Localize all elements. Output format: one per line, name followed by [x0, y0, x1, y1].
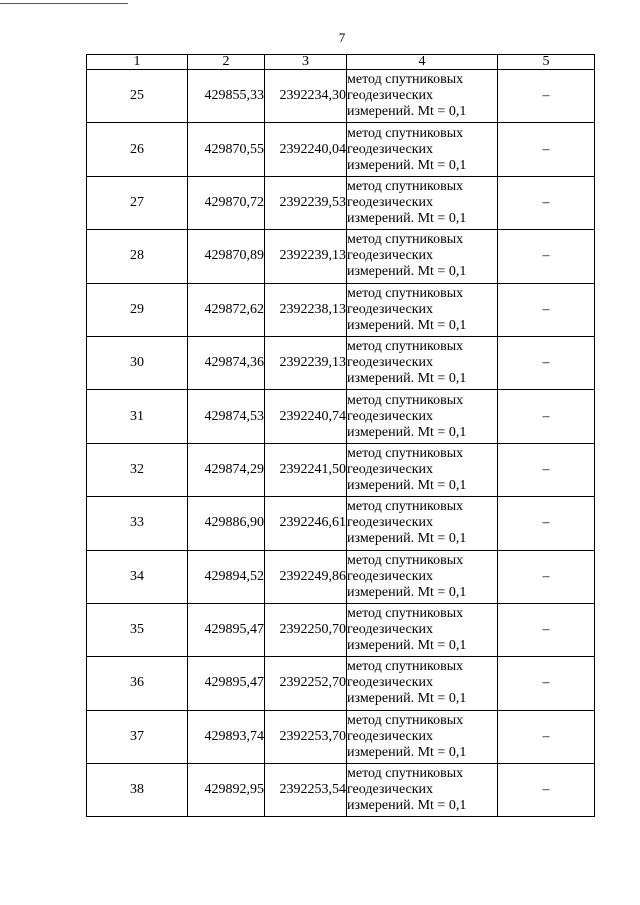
method-line: геодезических [347, 675, 434, 691]
header-col-5: 5 [498, 55, 595, 70]
method-line: геодезических [347, 301, 434, 317]
x-coordinate-cell: 429886,90 [188, 497, 265, 550]
y-coordinate-cell: 2392234,30 [265, 70, 347, 123]
method-cell [347, 176, 498, 229]
col5-cell: – [498, 710, 595, 763]
x-coordinate-cell: 429855,33 [188, 70, 265, 123]
method-line: геодезических [347, 88, 434, 104]
y-coordinate-cell: 2392240,74 [265, 390, 347, 443]
method-cell [347, 70, 498, 123]
method-line: геодезических [347, 248, 434, 264]
col5-cell: – [498, 230, 595, 283]
point-number-cell: 37 [87, 710, 188, 763]
x-coordinate-cell: 429874,36 [188, 336, 265, 389]
method-cell [347, 550, 498, 603]
point-number-cell: 29 [87, 283, 188, 336]
point-number-cell: 33 [87, 497, 188, 550]
method-cell [347, 443, 498, 496]
table-row [87, 497, 595, 550]
method-line: измерений. Mt = 0,1 [347, 584, 467, 600]
x-coordinate-cell: 429870,72 [188, 176, 265, 229]
table-body [87, 70, 595, 817]
col5-cell: – [498, 603, 595, 656]
method-cell [347, 603, 498, 656]
point-number-cell: 38 [87, 764, 188, 817]
col5-cell: – [498, 123, 595, 176]
table-row [87, 550, 595, 603]
method-line: измерений. Mt = 0,1 [347, 210, 467, 226]
point-number-cell: 32 [87, 443, 188, 496]
method-line: геодезических [347, 141, 434, 157]
method-line: измерений. Mt = 0,1 [347, 477, 467, 493]
method-line: измерений. Mt = 0,1 [347, 531, 467, 547]
method-line: измерений. Mt = 0,1 [347, 317, 467, 333]
point-number-cell: 30 [87, 336, 188, 389]
col5-cell: – [498, 550, 595, 603]
method-line: измерений. Mt = 0,1 [347, 264, 467, 280]
top-left-rule [0, 3, 128, 4]
col5-cell: – [498, 443, 595, 496]
x-coordinate-cell: 429872,62 [188, 283, 265, 336]
method-cell [347, 657, 498, 710]
method-line: метод спутниковых [347, 232, 464, 248]
header-col-4: 4 [347, 55, 498, 70]
method-line: метод спутниковых [347, 606, 464, 622]
x-coordinate-cell: 429874,53 [188, 390, 265, 443]
coordinates-table [86, 54, 595, 817]
method-line: геодезических [347, 622, 434, 638]
col5-cell: – [498, 390, 595, 443]
x-coordinate-cell: 429892,95 [188, 764, 265, 817]
y-coordinate-cell: 2392239,13 [265, 336, 347, 389]
table-row [87, 336, 595, 389]
method-line: метод спутниковых [347, 766, 464, 782]
col5-cell: – [498, 70, 595, 123]
method-line: геодезических [347, 194, 434, 210]
col5-cell: – [498, 283, 595, 336]
method-line: метод спутниковых [347, 178, 464, 194]
y-coordinate-cell: 2392246,61 [265, 497, 347, 550]
x-coordinate-cell: 429895,47 [188, 657, 265, 710]
method-line: измерений. Mt = 0,1 [347, 424, 467, 440]
x-coordinate-cell: 429870,55 [188, 123, 265, 176]
method-cell [347, 336, 498, 389]
method-line: метод спутниковых [347, 712, 464, 728]
method-line: измерений. Mt = 0,1 [347, 104, 467, 120]
table-row [87, 764, 595, 817]
point-number-cell: 26 [87, 123, 188, 176]
point-number-cell: 25 [87, 70, 188, 123]
y-coordinate-cell: 2392239,53 [265, 176, 347, 229]
method-line: измерений. Mt = 0,1 [347, 371, 467, 387]
col5-cell: – [498, 176, 595, 229]
method-cell [347, 497, 498, 550]
table-row [87, 443, 595, 496]
header-col-3: 3 [265, 55, 347, 70]
method-line: метод спутниковых [347, 72, 464, 88]
method-line: метод спутниковых [347, 392, 464, 408]
method-cell [347, 710, 498, 763]
y-coordinate-cell: 2392239,13 [265, 230, 347, 283]
method-cell [347, 230, 498, 283]
y-coordinate-cell: 2392249,86 [265, 550, 347, 603]
x-coordinate-cell: 429894,52 [188, 550, 265, 603]
page-number: 7 [338, 30, 346, 45]
table-row [87, 390, 595, 443]
y-coordinate-cell: 2392241,50 [265, 443, 347, 496]
method-line: метод спутниковых [347, 339, 464, 355]
table-row [87, 657, 595, 710]
y-coordinate-cell: 2392240,04 [265, 123, 347, 176]
method-line: геодезических [347, 568, 434, 584]
method-line: измерений. Mt = 0,1 [347, 798, 467, 814]
col5-cell: – [498, 336, 595, 389]
method-line: метод спутниковых [347, 125, 464, 141]
method-line: геодезических [347, 408, 434, 424]
x-coordinate-cell: 429895,47 [188, 603, 265, 656]
method-line: геодезических [347, 782, 434, 798]
method-line: геодезических [347, 515, 434, 531]
point-number-cell: 31 [87, 390, 188, 443]
x-coordinate-cell: 429874,29 [188, 443, 265, 496]
method-cell [347, 123, 498, 176]
y-coordinate-cell: 2392238,13 [265, 283, 347, 336]
table-row [87, 710, 595, 763]
method-line: метод спутниковых [347, 659, 464, 675]
header-col-1: 1 [87, 55, 188, 70]
point-number-cell: 36 [87, 657, 188, 710]
y-coordinate-cell: 2392252,70 [265, 657, 347, 710]
table-row [87, 123, 595, 176]
method-cell [347, 390, 498, 443]
table-row [87, 70, 595, 123]
table-row [87, 176, 595, 229]
method-line: геодезических [347, 355, 434, 371]
y-coordinate-cell: 2392250,70 [265, 603, 347, 656]
method-line: геодезических [347, 728, 434, 744]
method-line: метод спутниковых [347, 499, 464, 515]
point-number-cell: 35 [87, 603, 188, 656]
table-header-row [87, 55, 595, 70]
method-line: измерений. Mt = 0,1 [347, 744, 467, 760]
point-number-cell: 34 [87, 550, 188, 603]
y-coordinate-cell: 2392253,70 [265, 710, 347, 763]
point-number-cell: 27 [87, 176, 188, 229]
x-coordinate-cell: 429870,89 [188, 230, 265, 283]
method-line: метод спутниковых [347, 445, 464, 461]
col5-cell: – [498, 764, 595, 817]
method-cell [347, 283, 498, 336]
col5-cell: – [498, 657, 595, 710]
table-row [87, 230, 595, 283]
y-coordinate-cell: 2392253,54 [265, 764, 347, 817]
point-number-cell: 28 [87, 230, 188, 283]
table-row [87, 283, 595, 336]
method-line: измерений. Mt = 0,1 [347, 157, 467, 173]
method-cell [347, 764, 498, 817]
method-line: геодезических [347, 461, 434, 477]
method-line: измерений. Mt = 0,1 [347, 691, 467, 707]
method-line: измерений. Mt = 0,1 [347, 638, 467, 654]
method-line: метод спутниковых [347, 552, 464, 568]
x-coordinate-cell: 429893,74 [188, 710, 265, 763]
header-col-2: 2 [188, 55, 265, 70]
col5-cell: – [498, 497, 595, 550]
table-row [87, 603, 595, 656]
method-line: метод спутниковых [347, 285, 464, 301]
